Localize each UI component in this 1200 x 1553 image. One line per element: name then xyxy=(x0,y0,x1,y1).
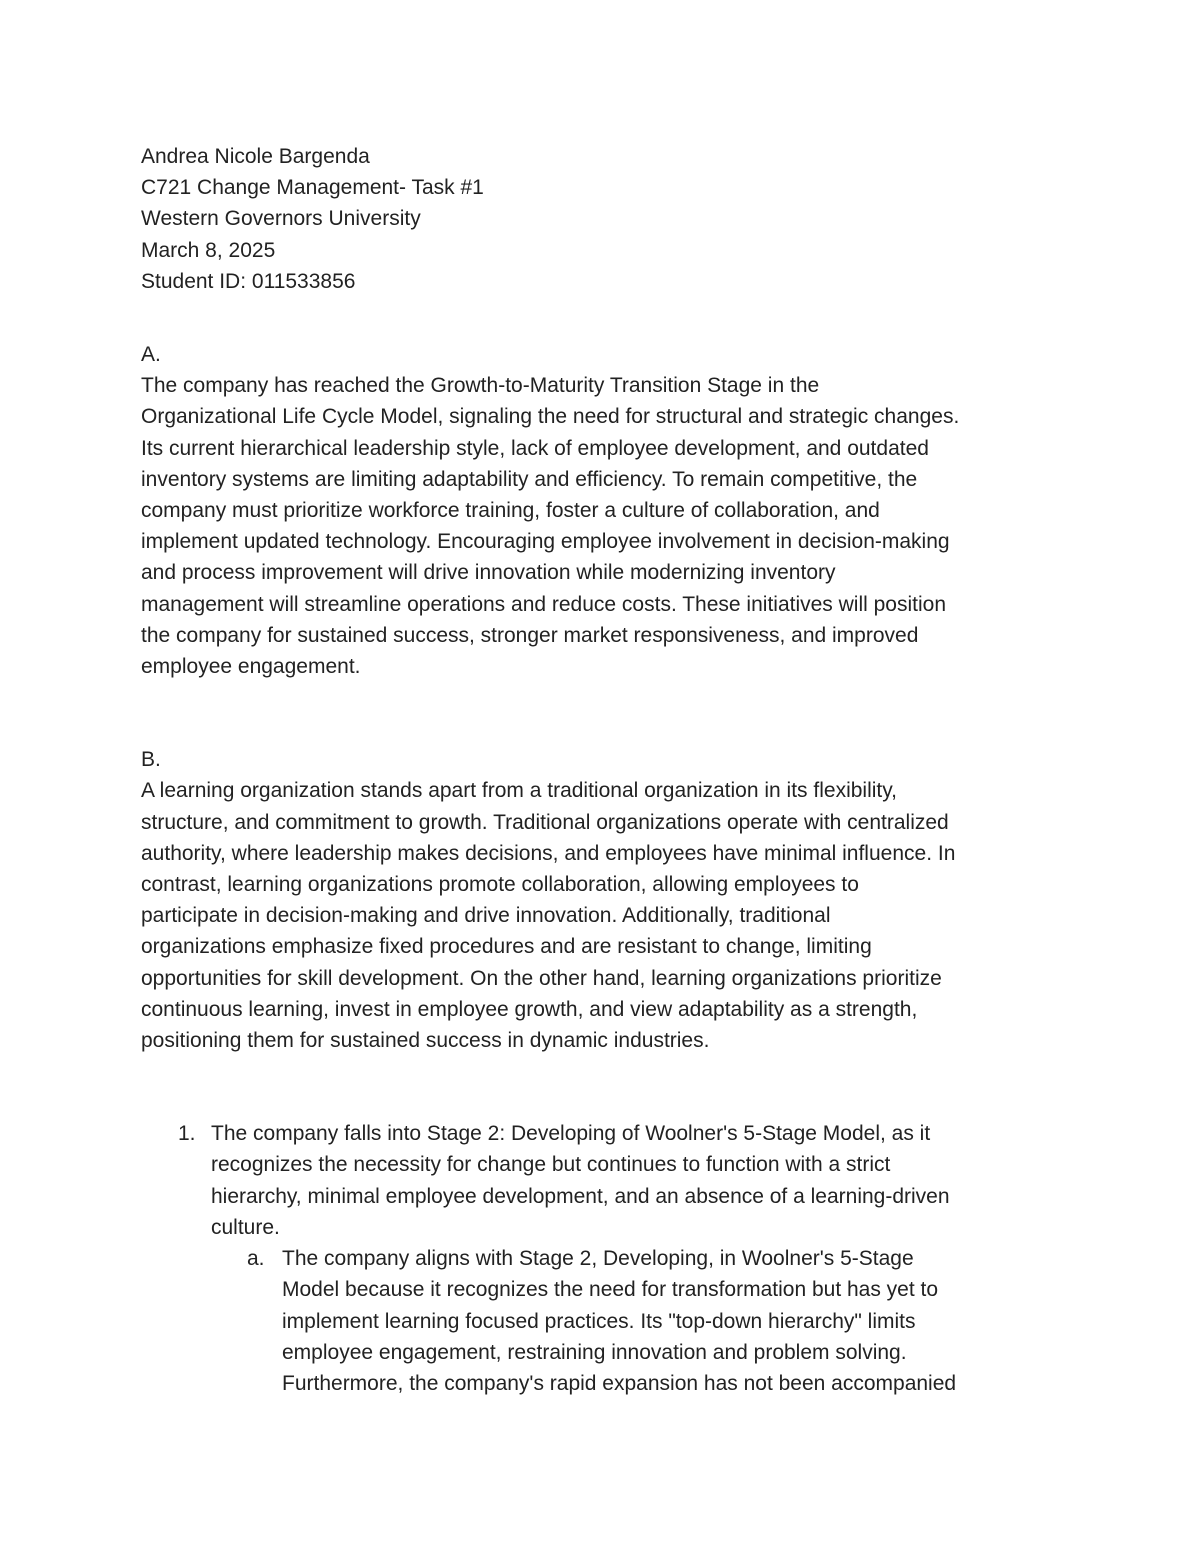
paragraph-line: A learning organization stands apart from a traditional organization in its flexibility, xyxy=(141,779,898,803)
student-id: Student ID: 011533856 xyxy=(141,269,356,293)
document-date: March 8, 2025 xyxy=(141,238,276,262)
numbered-list xyxy=(141,1118,1061,1399)
section-b-paragraph xyxy=(141,775,1061,1056)
section-a-label: A. xyxy=(141,343,161,367)
paragraph-line: the company for sustained success, stronger market responsiveness, and improved xyxy=(141,623,919,647)
paragraph-line: continuous learning, invest in employee growth, and view adaptability as a strength, xyxy=(141,997,918,1021)
list-item xyxy=(141,1118,1061,1243)
list-item-line: recognizes the necessity for change but continues to function with a strict xyxy=(211,1153,891,1177)
list-item-line: hierarchy, minimal employee development, and an absence of a learning-driven xyxy=(211,1184,950,1208)
sub-list-item-line: Model because it recognizes the need for transformation but has yet to xyxy=(282,1278,939,1302)
paragraph-line: positioning them for sustained success in dynamic industries. xyxy=(141,1029,710,1053)
section-b-label: B. xyxy=(141,748,161,772)
paragraph-line: inventory systems are limiting adaptability and efficiency. To remain competitive, the xyxy=(141,467,918,491)
spacer xyxy=(141,1056,1061,1118)
section-a xyxy=(141,339,1061,682)
paragraph-line: Organizational Life Cycle Model, signaling the need for structural and strategic changes. xyxy=(141,405,960,429)
paragraph-line: employee engagement. xyxy=(141,655,361,679)
paragraph-line: organizations emphasize fixed procedures and are resistant to change, limiting xyxy=(141,935,872,959)
paragraph-line: management will streamline operations and reduce costs. These initiatives will position xyxy=(141,592,947,616)
spacer xyxy=(141,682,1061,744)
paragraph-line: authority, where leadership makes decisions, and employees have minimal influence. In xyxy=(141,841,956,865)
spacer xyxy=(141,297,1061,339)
author-name: Andrea Nicole Bargenda xyxy=(141,145,370,168)
header-block xyxy=(141,141,1061,297)
list-item-line: culture. xyxy=(211,1215,280,1239)
course-title: C721 Change Management- Task #1 xyxy=(141,176,484,200)
sub-list-item xyxy=(141,1243,1061,1399)
section-b xyxy=(141,744,1061,1056)
paragraph-line: and process improvement will drive innovation while modernizing inventory xyxy=(141,561,836,585)
sub-list-item-line: The company aligns with Stage 2, Developing, in Woolner's 5-Stage xyxy=(282,1247,914,1271)
paragraph-line: company must prioritize workforce training, foster a culture of collaboration, and xyxy=(141,499,880,523)
paragraph-line: structure, and commitment to growth. Traditional organizations operate with centralized xyxy=(141,810,949,834)
sub-list-item-line: employee engagement, restraining innovation and problem solving. xyxy=(282,1340,907,1364)
university-name: Western Governors University xyxy=(141,207,421,231)
paragraph-line: implement updated technology. Encouraging employee involvement in decision-making xyxy=(141,530,950,554)
paragraph-line: opportunities for skill development. On the other hand, learning organizations prioritize xyxy=(141,966,942,990)
section-a-paragraph xyxy=(141,370,1061,682)
paragraph-line: participate in decision-making and drive innovation. Additionally, traditional xyxy=(141,904,831,928)
sub-list-item-line: Furthermore, the company's rapid expansion has not been accompanied xyxy=(282,1371,957,1395)
sub-list-item-line: implement learning focused practices. Its "top-down hierarchy" limits xyxy=(282,1309,916,1333)
list-marker: 1. xyxy=(178,1122,196,1146)
paragraph-line: The company has reached the Growth-to-Maturity Transition Stage in the xyxy=(141,374,820,398)
paragraph-line: Its current hierarchical leadership style, lack of employee development, and outdated xyxy=(141,436,929,460)
paragraph-line: contrast, learning organizations promote collaboration, allowing employees to xyxy=(141,873,859,897)
document-page xyxy=(141,141,1061,1399)
list-item-line: The company falls into Stage 2: Developing of Woolner's 5-Stage Model, as it xyxy=(211,1122,931,1146)
sub-list-marker: a. xyxy=(247,1247,265,1271)
